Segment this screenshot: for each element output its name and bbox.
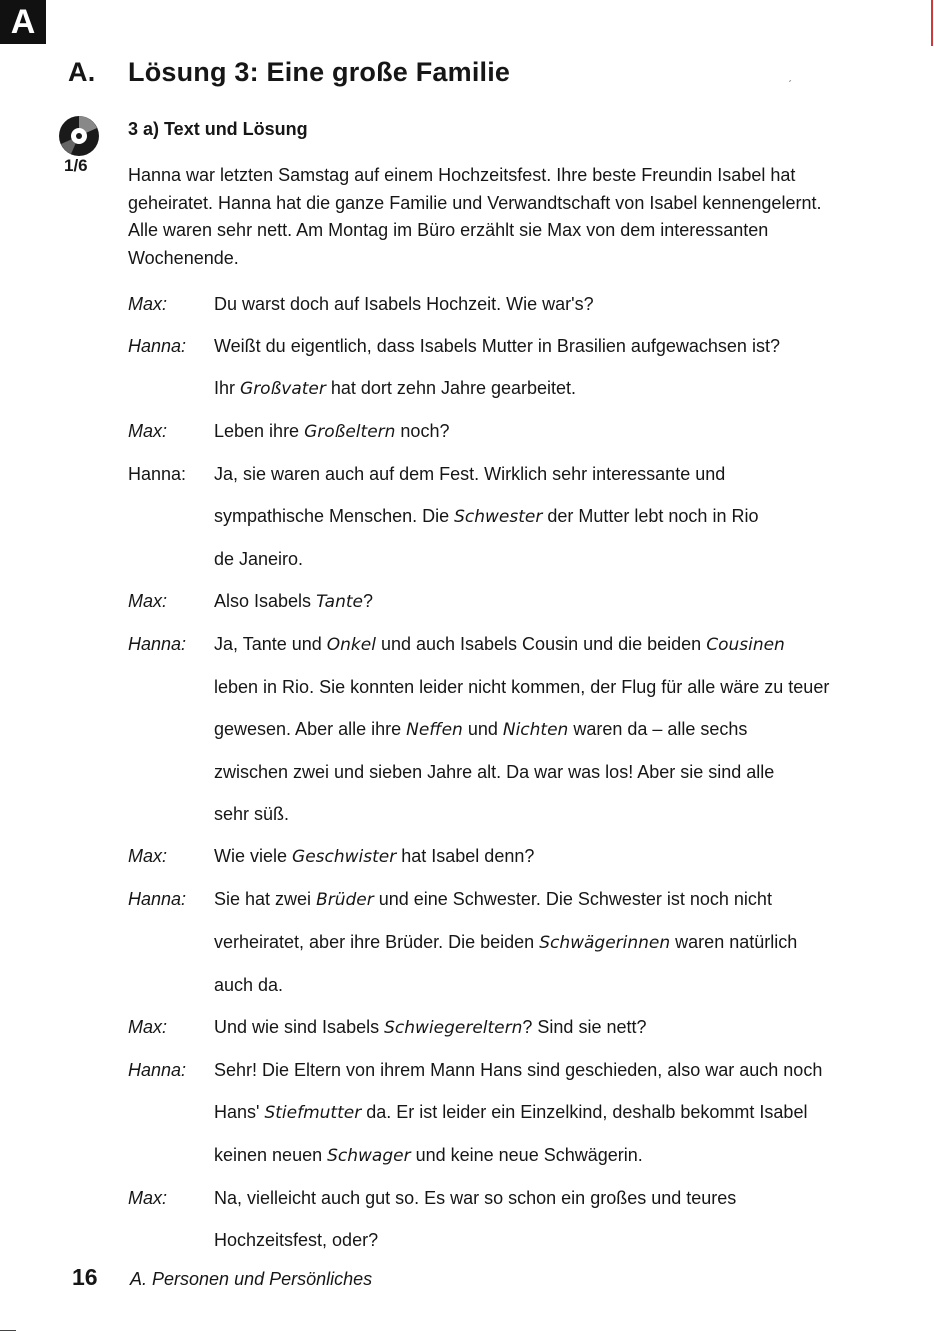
speech-text: sehr süß. [214, 804, 290, 824]
page-edge-marker [931, 0, 933, 46]
speaker-label: Hanna: [128, 634, 187, 654]
dialogue-line [128, 793, 888, 835]
chapter-title: A. Personen und Persönliches [130, 1269, 373, 1289]
speaker-label [128, 367, 214, 410]
speaker-label: Hanna: [128, 1060, 187, 1080]
speech-text: Hans' Stiefmutter da. Er ist leider ein Einzelkind, deshalb bekommt Isabel [214, 1102, 808, 1123]
dialogue-line [128, 283, 888, 325]
speaker-label: Hanna: [128, 889, 187, 909]
speaker-label: Max: [128, 294, 168, 314]
speech-text: Du warst doch auf Isabels Hochzeit. Wie war's? [214, 294, 594, 314]
vocab-term: Stiefmutter [264, 1103, 362, 1123]
intro-line: Hanna war letzten Samstag auf einem Hochzeitsfest. Ihre beste Freundin Isabel hat [128, 165, 796, 185]
speaker-label [128, 1091, 214, 1134]
intro-line: Wochenende. [128, 247, 239, 268]
speaker-label [128, 793, 214, 835]
dialogue-line [128, 367, 888, 410]
page-title [68, 57, 510, 88]
intro-paragraph [128, 162, 868, 272]
speech-text: de Janeiro. [214, 549, 304, 569]
speaker-label: Max: [128, 846, 168, 866]
speech-text: Ja, Tante und Onkel und auch Isabels Cousin und die beiden Cousinen [214, 634, 785, 655]
speaker-label [128, 751, 214, 793]
speech-text: Ja, sie waren auch auf dem Fest. Wirklich sehr interessante und [214, 464, 726, 484]
dialogue-line [128, 1049, 888, 1091]
speaker-label [128, 1219, 214, 1261]
speech-text: leben in Rio. Sie konnten leider nicht kommen, der Flug für alle wäre zu teuer [214, 677, 830, 697]
dialogue-line [128, 921, 888, 964]
dialogue-line [128, 708, 888, 751]
speaker-label: Max: [128, 421, 168, 441]
speech-text: sympathische Menschen. Die Schwester der Mutter lebt noch in Rio [214, 506, 759, 527]
vocab-term: Schwester [454, 507, 543, 527]
intro-line: Alle waren sehr nett. Am Montag im Büro erzählt sie Max von dem interessanten [128, 220, 769, 240]
dialogue-line [128, 666, 888, 708]
section-tab: A [0, 0, 46, 44]
dialogue-line [128, 623, 888, 666]
speaker-label: Hanna: [128, 464, 187, 484]
speaker-label [128, 538, 214, 580]
dialogue-line [128, 495, 888, 538]
speaker-label: Max: [128, 1188, 168, 1208]
speech-text: Na, vielleicht auch gut so. Es war so schon ein großes und teures [214, 1188, 737, 1208]
vocab-term: Neffen [406, 720, 463, 740]
title-text: Lösung 3: Eine große Familie [128, 57, 511, 87]
speaker-label [128, 921, 214, 964]
speaker-label [128, 666, 214, 708]
vocab-term: Großeltern [304, 422, 396, 442]
dialogue-line [128, 751, 888, 793]
dialogue-line [128, 1134, 888, 1177]
intro-line: geheiratet. Hanna hat die ganze Familie und Verwandtschaft von Isabel kennengelernt. [128, 192, 822, 213]
speaker-label [128, 964, 214, 1006]
dialogue-line [128, 580, 888, 623]
speaker-label: Hanna: [128, 336, 187, 356]
section-subheading: 3 a) Text und Lösung [128, 119, 308, 139]
dialogue [128, 283, 888, 1261]
speech-text: auch da. [214, 975, 284, 995]
dialogue-line [128, 964, 888, 1006]
vocab-term: Brüder [316, 890, 374, 910]
speaker-label: Max: [128, 1017, 168, 1037]
speech-text: Weißt du eigentlich, dass Isabels Mutter in Brasilien aufgewachsen ist? [214, 336, 780, 356]
speaker-label: Max: [128, 591, 168, 611]
vocab-term: Schwager [327, 1146, 411, 1166]
dialogue-line [128, 1177, 888, 1219]
speech-text: gewesen. Aber alle ihre Neffen und Nichten waren da – alle sechs [214, 719, 748, 740]
vocab-term: Schwägerinnen [539, 933, 671, 953]
dialogue-line [128, 1006, 888, 1049]
speaker-label [128, 495, 214, 538]
speech-text: keinen neuen Schwager und keine neue Schwägerin. [214, 1145, 643, 1166]
title-number: A. [68, 57, 96, 87]
scan-speck: ˊ [788, 78, 792, 92]
dialogue-line [128, 453, 888, 495]
speech-text: Ihr Großvater hat dort zehn Jahre gearbeitet. [214, 378, 577, 399]
speech-text: Wie viele Geschwister hat Isabel denn? [214, 846, 535, 867]
vocab-term: Großvater [240, 379, 326, 399]
speech-text: Sie hat zwei Brüder und eine Schwester. Die Schwester ist noch nicht [214, 889, 772, 910]
speaker-label [128, 708, 214, 751]
speech-text: Hochzeitsfest, oder? [214, 1230, 379, 1250]
speech-text: zwischen zwei und sieben Jahre alt. Da war was los! Aber sie sind alle [214, 762, 775, 782]
speech-text: Leben ihre Großeltern noch? [214, 421, 450, 442]
track-number: 1/6 [64, 156, 88, 175]
vocab-term: Onkel [326, 635, 376, 655]
dialogue-line [128, 1219, 888, 1261]
bottom-rule [0, 1330, 16, 1331]
page-footer [72, 1264, 372, 1291]
speech-text: verheiratet, aber ihre Brüder. Die beiden Schwägerinnen waren natürlich [214, 932, 798, 953]
dialogue-line [128, 410, 888, 453]
vocab-term: Nichten [502, 720, 569, 740]
vocab-term: Cousinen [706, 635, 785, 655]
speaker-label [128, 1134, 214, 1177]
cd-icon [57, 114, 101, 158]
dialogue-line [128, 325, 888, 367]
dialogue-line [128, 878, 888, 921]
vocab-term: Schwiegereltern [384, 1018, 523, 1038]
speech-text: Sehr! Die Eltern von ihrem Mann Hans sind geschieden, also war auch noch [214, 1060, 823, 1080]
dialogue-line [128, 1091, 888, 1134]
dialogue-line [128, 835, 888, 878]
dialogue-line [128, 538, 888, 580]
speech-text: Also Isabels Tante? [214, 591, 373, 612]
page-number: 16 [72, 1264, 98, 1290]
speech-text: Und wie sind Isabels Schwiegereltern? Sind sie nett? [214, 1017, 647, 1038]
vocab-term: Tante [316, 592, 363, 612]
vocab-term: Geschwister [292, 847, 397, 867]
